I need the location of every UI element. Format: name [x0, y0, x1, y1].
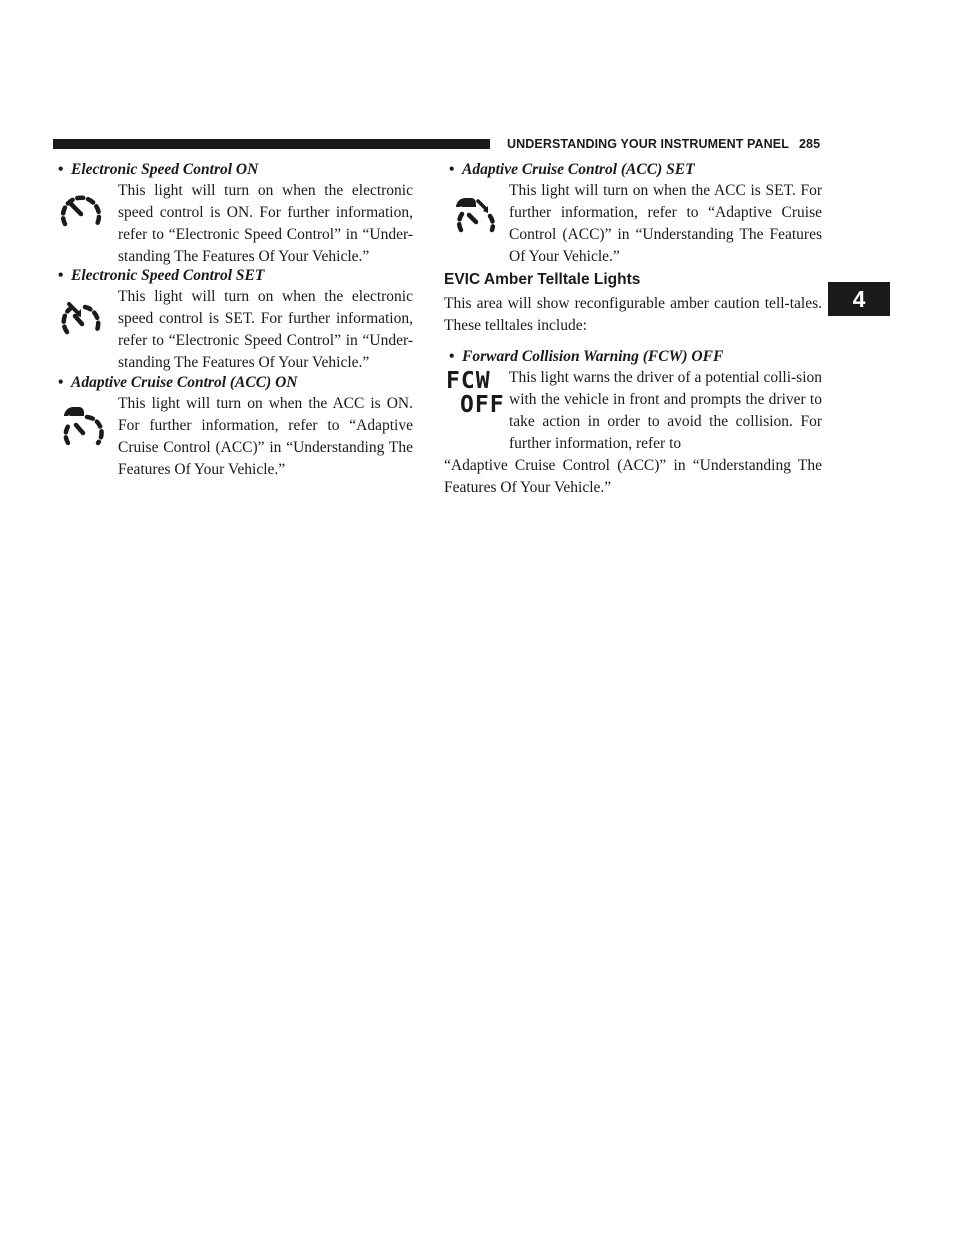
section-heading: EVIC Amber Telltale Lights — [444, 271, 641, 288]
item-description: This light will turn on when the electronic speed control is SET. For further information, refer to “Electronic Speed Control” in “Under-standing The Features Of Your Vehicle.” — [118, 288, 413, 371]
speedometer-icon — [58, 190, 104, 237]
item-title: • Adaptive Cruise Control (ACC) SET — [449, 161, 695, 178]
list-item-acc-on — [53, 373, 413, 478]
acc-set-icon — [452, 194, 502, 239]
left-column — [53, 160, 413, 478]
item-description-continued: “Adaptive Cruise Control (ACC)” in “Understanding The Features Of Your Vehicle.” — [444, 457, 822, 496]
item-title: • Forward Collision Warning (FCW) OFF — [449, 348, 724, 365]
item-title: • Electronic Speed Control SET — [58, 267, 265, 284]
item-description: This light will turn on when the electronic speed control is ON. For further information, refer to “Electronic Speed Control” in “Under-standing The Features Of Your Vehicle.” — [118, 182, 413, 265]
fcw-off-icon: FCW OFF — [446, 368, 505, 418]
item-title: • Electronic Speed Control ON — [58, 161, 259, 178]
page-number: 285 — [798, 137, 821, 151]
header-rule — [53, 139, 490, 149]
item-title: • Adaptive Cruise Control (ACC) ON — [58, 374, 298, 391]
running-header — [507, 137, 820, 151]
item-description: This light will turn on when the ACC is SET. For further information, refer to “Adaptive Cruise Control (ACC)” in “Understanding The Features Of Your Vehicle.” — [509, 182, 822, 265]
speedometer-set-icon — [58, 294, 104, 345]
item-description-indented: This light warns the driver of a potential colli-sion with the vehicle in front and prompts the driver to take action in order to avoid the collision. For further information, refer to — [509, 369, 822, 452]
list-item-acc-set — [444, 160, 822, 265]
acc-on-icon — [58, 403, 104, 454]
header-title: UNDERSTANDING YOUR INSTRUMENT PANEL — [507, 137, 789, 151]
list-item-esc-on — [53, 160, 413, 265]
item-description: This light will turn on when the ACC is ON. For further information, refer to “Adaptive Cruise Control (ACC)” in “Understanding The Features Of Your Vehicle.” — [118, 395, 413, 478]
chapter-tab: 4 — [828, 282, 890, 316]
section-intro: This area will show reconfigurable amber caution tell-tales. These telltales include: — [444, 295, 822, 334]
right-column — [444, 160, 822, 499]
list-item-fcw-off — [444, 347, 822, 499]
list-item-esc-set — [53, 266, 413, 371]
